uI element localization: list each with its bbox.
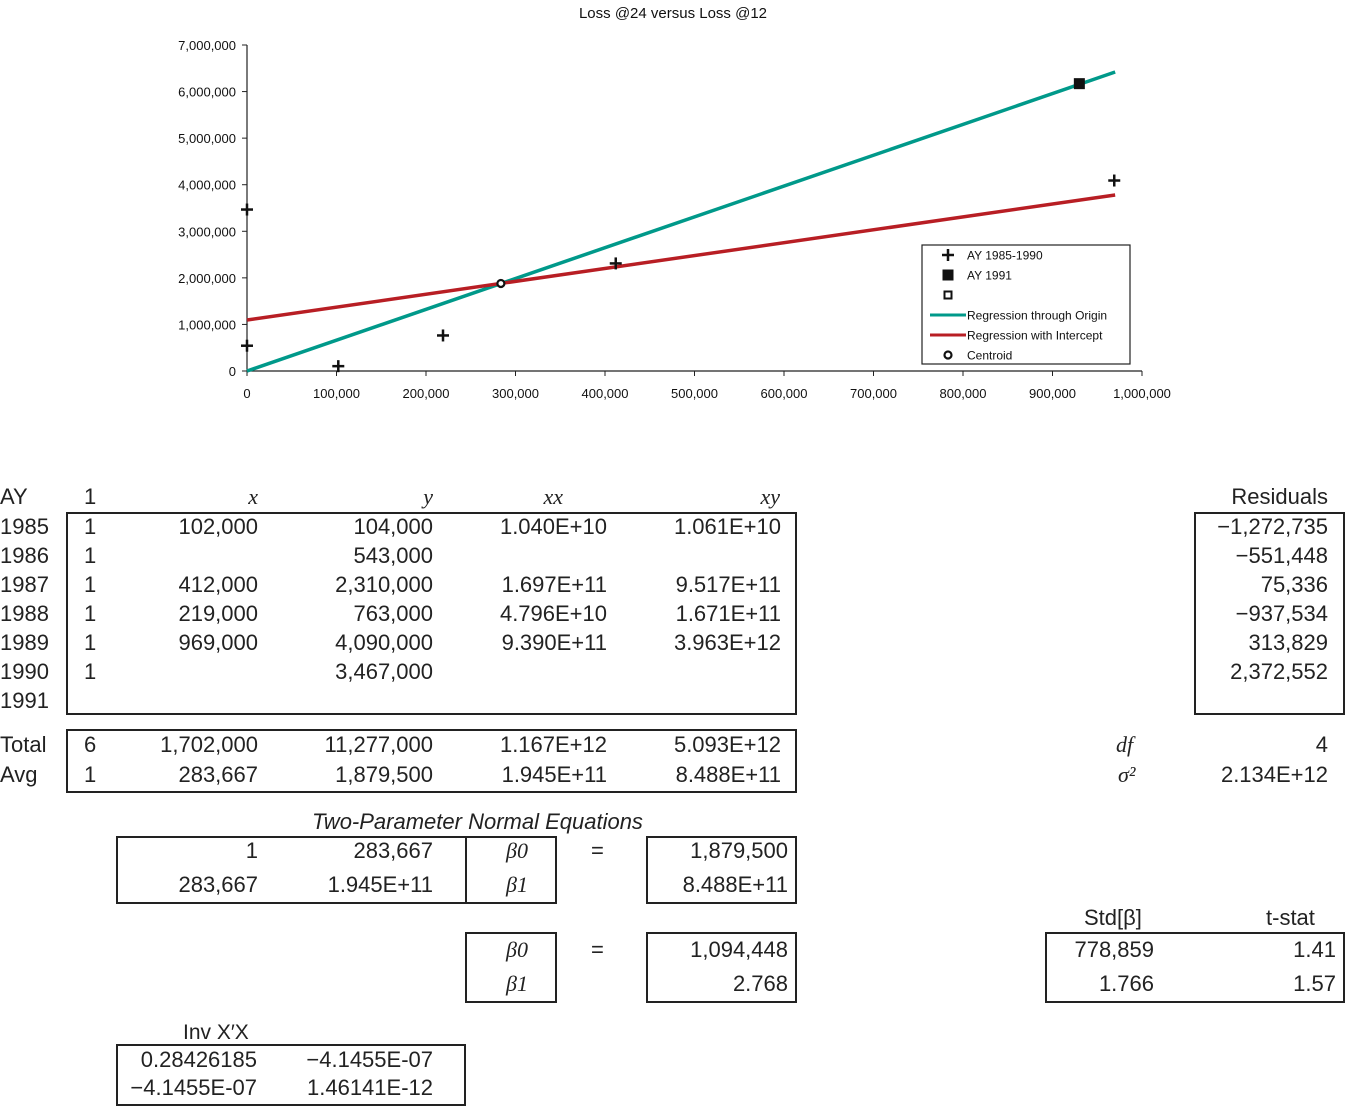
cell-y: 2,310,000 (335, 572, 433, 597)
data-point (241, 204, 253, 216)
x-tick-label: 1,000,000 (1113, 386, 1171, 401)
legend-marker (943, 270, 954, 281)
cell-ay: 1990 (0, 659, 49, 684)
y-tick-label: 3,000,000 (178, 224, 236, 240)
residual-value: 2,372,552 (1230, 659, 1328, 684)
rhs2: 8.488E+11 (682, 872, 788, 897)
normal-beta0: β0 (506, 838, 528, 863)
cell-one: 1 (84, 543, 97, 568)
inverse-d: 1.46141E-12 (307, 1075, 433, 1100)
normal-equations-title: Two-Parameter Normal Equations (312, 809, 643, 834)
std2: 1.766 (1098, 971, 1154, 996)
t1: 1.41 (1293, 937, 1336, 962)
df-value: 4 (1315, 732, 1328, 757)
std-beta-label: Std[β] (1084, 905, 1142, 930)
data-point (332, 360, 344, 372)
solution-beta1: β1 (506, 971, 528, 996)
chart (0, 0, 1347, 420)
total-label: Total (0, 732, 47, 757)
t2: 1.57 (1293, 971, 1336, 996)
cell-xx: 1.697E+11 (501, 572, 607, 597)
data-point (437, 329, 449, 341)
sigma-value: 2.134E+12 (1220, 762, 1328, 787)
avg-one: 1 (84, 762, 97, 787)
avg-xy: 8.488E+11 (675, 762, 781, 787)
header-y: y (423, 484, 433, 509)
y-tick-label: 1,000,000 (178, 317, 236, 333)
std1: 778,859 (1074, 937, 1154, 962)
x-tick-label: 900,000 (1029, 386, 1076, 401)
cell-xx: 1.040E+10 (499, 514, 607, 539)
cell-one: 1 (84, 659, 97, 684)
data-point (241, 340, 253, 352)
solution-v2: 2.768 (732, 971, 788, 996)
cell-y: 543,000 (353, 543, 433, 568)
header-x: x (248, 484, 258, 509)
inverse-c: −4.1455E-07 (130, 1075, 257, 1100)
legend-box (922, 245, 1130, 364)
header-ay: AY (0, 484, 28, 509)
inverse-b: −4.1455E-07 (306, 1047, 433, 1072)
avg-label: Avg (0, 762, 38, 787)
cell-x: 102,000 (178, 514, 258, 539)
inverse-title: Inv X′X (183, 1021, 249, 1044)
x-tick-label: 700,000 (850, 386, 897, 401)
cell-x: 969,000 (178, 630, 258, 655)
cell-xy: 3.963E+12 (673, 630, 781, 655)
header-xx: xx (543, 484, 563, 509)
cell-xx: 4.796E+10 (499, 601, 607, 626)
cell-one: 1 (84, 630, 97, 655)
cell-ay: 1991 (0, 688, 49, 713)
total-xy: 5.093E+12 (673, 732, 781, 757)
cell-ay: 1988 (0, 601, 49, 626)
inverse-a: 0.28426185 (140, 1047, 257, 1072)
sigma-label: σ² (1118, 762, 1136, 787)
cell-ay: 1986 (0, 543, 49, 568)
cell-y: 763,000 (353, 601, 433, 626)
cell-xy: 1.671E+11 (675, 601, 781, 626)
x-tick-label: 400,000 (581, 386, 629, 401)
cell-y: 4,090,000 (335, 630, 433, 655)
cell-xy: 1.061E+10 (673, 514, 781, 539)
legend-label: Regression with Intercept (967, 328, 1103, 343)
data-point (497, 280, 504, 287)
df-label: df (1116, 732, 1134, 757)
x-tick-label: 300,000 (492, 386, 539, 401)
chart-title: Loss @24 versus Loss @12 (578, 5, 768, 22)
cell-xx: 9.390E+11 (501, 630, 607, 655)
y-tick-label: 2,000,000 (178, 270, 236, 286)
cell-one: 1 (84, 514, 97, 539)
x-tick-label: 0 (243, 386, 251, 401)
total-xx: 1.167E+12 (499, 732, 607, 757)
cell-x: 412,000 (178, 572, 258, 597)
legend-marker (945, 292, 952, 299)
legend-marker (945, 352, 952, 359)
x-tick-label: 800,000 (939, 386, 987, 401)
avg-xx: 1.945E+11 (501, 762, 607, 787)
header-residuals: Residuals (1231, 484, 1328, 509)
residual-value: −1,272,735 (1217, 514, 1328, 539)
data-table-box (66, 512, 797, 715)
m22: 1.945E+11 (327, 872, 433, 897)
avg-x: 283,667 (178, 762, 258, 787)
legend (922, 245, 1130, 364)
rhs1: 1,879,500 (690, 838, 788, 863)
avg-y: 1,879,500 (335, 762, 433, 787)
normal-equals: = (591, 838, 604, 863)
residual-value: −551,448 (1235, 543, 1328, 568)
y-tick-label: 7,000,000 (178, 38, 236, 53)
y-tick-label: 4,000,000 (178, 177, 236, 193)
cell-one: 1 (84, 601, 97, 626)
legend-label: Regression through Origin (967, 308, 1108, 323)
total-x: 1,702,000 (160, 732, 258, 757)
x-tick-label: 100,000 (313, 386, 360, 401)
cell-one: 1 (84, 572, 97, 597)
m21: 283,667 (178, 872, 258, 897)
legend-label: AY 1985-1990 (967, 248, 1043, 263)
legend-label: AY 1991 (967, 268, 1012, 283)
x-tick-label: 600,000 (760, 386, 808, 401)
solution-beta0: β0 (506, 937, 528, 962)
residual-value: 313,829 (1248, 630, 1328, 655)
cell-ay: 1987 (0, 572, 49, 597)
cell-ay: 1985 (0, 514, 49, 539)
x-tick-label: 500,000 (671, 386, 718, 401)
cell-ay: 1989 (0, 630, 49, 655)
legend-label: Centroid (967, 348, 1013, 363)
data-point (1074, 78, 1085, 89)
x-tick-label: 200,000 (402, 386, 450, 401)
data-point (1108, 175, 1120, 187)
cell-y: 104,000 (353, 514, 433, 539)
cell-y: 3,467,000 (335, 659, 433, 684)
solution-equals: = (591, 937, 604, 962)
y-tick-label: 5,000,000 (178, 131, 236, 147)
cell-x: 219,000 (178, 601, 258, 626)
solution-v1: 1,094,448 (690, 937, 788, 962)
y-tick-label: 6,000,000 (178, 84, 236, 100)
header-one: 1 (84, 484, 97, 509)
residual-value: −937,534 (1235, 601, 1328, 626)
header-xy: xy (760, 484, 780, 509)
cell-xy: 9.517E+11 (675, 572, 781, 597)
m11: 1 (245, 838, 258, 863)
total-one: 6 (84, 732, 97, 757)
residual-value: 75,336 (1260, 572, 1328, 597)
tstat-label: t-stat (1266, 905, 1315, 930)
m12: 283,667 (353, 838, 433, 863)
total-y: 11,277,000 (324, 732, 433, 757)
normal-beta1: β1 (506, 872, 528, 897)
y-tick-label: 0 (228, 364, 236, 379)
